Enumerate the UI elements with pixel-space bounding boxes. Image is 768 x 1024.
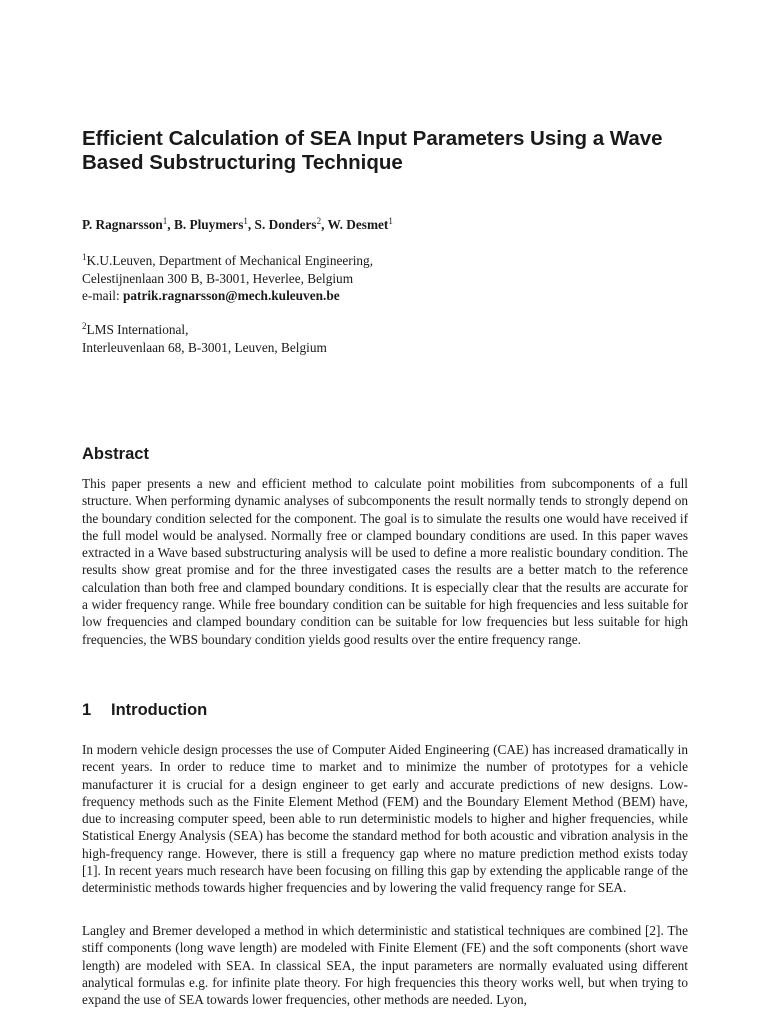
- author-separator: ,: [321, 217, 328, 232]
- affiliation-text: LMS International,: [86, 322, 189, 337]
- author-name: P. Ragnarsson: [82, 217, 163, 232]
- section-number: 1: [82, 701, 92, 719]
- author-affiliation-mark: 2: [316, 216, 322, 226]
- affiliation-address: Interleuvenlaan 68, B-3001, Leuven, Belgium: [82, 339, 327, 355]
- email-label: e-mail:: [82, 288, 123, 303]
- paper-title: Efficient Calculation of SEA Input Parameters Using a Wave Based Substructuring Technique: [82, 127, 663, 174]
- affiliation-line: [82, 321, 327, 339]
- author-affiliation-mark: 1: [388, 216, 393, 226]
- affiliation-email-line: [82, 287, 373, 305]
- author: [82, 217, 174, 232]
- affiliation-address: Celestijnenlaan 300 B, B-3001, Heverlee, Belgium: [82, 270, 354, 286]
- abstract-heading: Abstract: [82, 445, 149, 463]
- introduction-paragraph-2: Langley and Bremer developed a method in which deterministic and statistical techniques are combined [2]. The stiff components (long wave length) are modeled with Finite Element (FE) and the soft components (short wave length) are modeled with SEA. In classical SEA, the input parameters are normally evaluated using different analytical formulas e.g. for infinite plate theory. For high frequencies this theory works well, but when trying to expand the use of SEA towards lower frequencies, other methods are needed. Lyon,: [82, 923, 688, 1008]
- affiliation-mark: 1: [82, 252, 87, 262]
- author-affiliation-mark: 1: [243, 216, 248, 226]
- affiliation-2: [82, 321, 327, 356]
- author-separator: ,: [167, 217, 174, 232]
- author-separator: ,: [247, 217, 255, 232]
- author-name: S. Donders: [254, 217, 317, 232]
- abstract-text: This paper presents a new and efficient method to calculate point mobilities from subcomponents of a full structure. When performing dynamic analyses of subcomponents the result normally tends to strongly depend on the boundary condition selected for the component. The goal is to simulate the results one would have received if the full model would be analysed. Normally free or clamped boundary conditions are used. In this paper waves extracted in a Wave based substructuring analysis will be used to define a more realistic boundary condition. The results show great promise and for the three investigated cases the results are a better match to the reference calculation than both free and clamped boundary conditions. It is especially clear that the results are accurate for a wider frequency range. While free boundary condition can be suitable for high frequencies and less suitable for low frequencies and clamped boundary condition can be suitable for low frequencies but less suitable for high frequencies, the WBS boundary condition yields good results over the entire frequency range.: [82, 476, 688, 647]
- introduction-paragraph-1: In modern vehicle design processes the use of Computer Aided Engineering (CAE) has increased dramatically in recent years. In order to reduce time to market and to minimize the number of prototypes for a vehicle manufacturer it is crucial for a design engineer to get early and accurate predictions of new designs. Low-frequency methods such as the Finite Element Method (FEM) and the Boundary Element Method (BEM) have, due to increasing computer speed, been able to run deterministic models to higher and higher frequencies, while Statistical Energy Analysis (SEA) has become the standard method for both acoustic and vibration analysis in the high-frequency range. However, there is still a frequency gap where no mature prediction method exists today [1]. In recent years much research have been focusing on filling this gap by extending the applicable range of the deterministic methods towards higher frequencies and by lowering the valid frequency range for SEA.: [82, 742, 688, 896]
- affiliation-mark: 2: [82, 321, 87, 331]
- author-name: W. Desmet: [327, 217, 389, 232]
- email-address: patrik.ragnarsson@mech.kuleuven.be: [122, 288, 340, 303]
- section-title: Introduction: [111, 701, 208, 719]
- introduction-heading: [82, 700, 207, 720]
- affiliation-1: [82, 252, 373, 305]
- author: [328, 217, 393, 232]
- author-affiliation-mark: 1: [162, 216, 168, 226]
- affiliation-line: [82, 252, 373, 270]
- author: [174, 217, 255, 232]
- affiliation-text: K.U.Leuven, Department of Mechanical Engineering,: [86, 253, 374, 268]
- author: [255, 217, 328, 232]
- author-list: [82, 216, 393, 234]
- author-name: B. Pluymers: [173, 217, 244, 232]
